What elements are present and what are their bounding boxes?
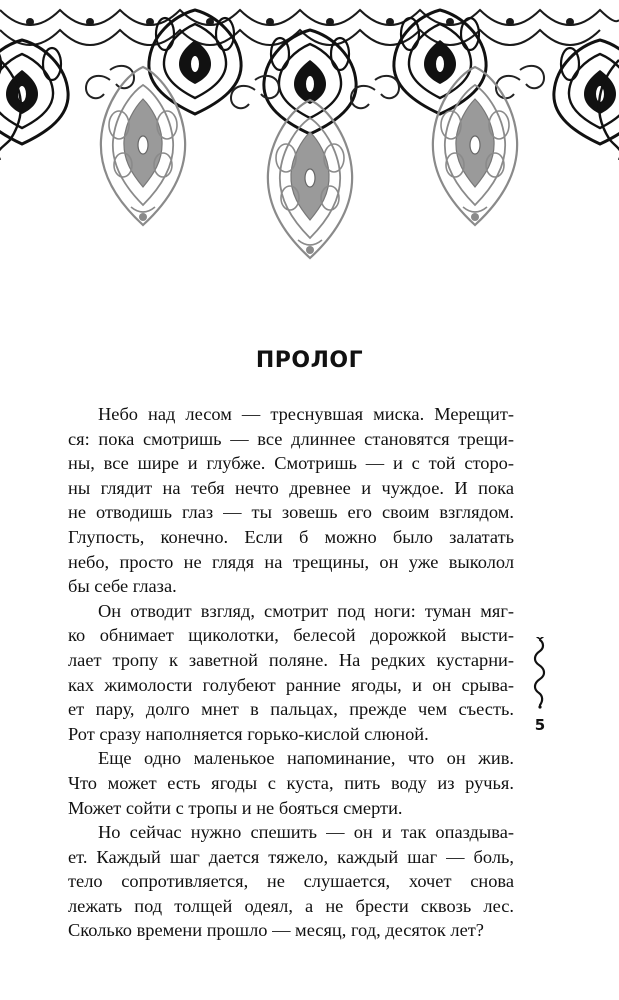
serpent-icon (528, 637, 552, 709)
paragraph (68, 746, 514, 820)
text-line: не отводишь глаз — ты зовешь его своим взглядом. (68, 502, 514, 523)
text-line: Он отводит взгляд, смотрит под ноги: туман мяг- (98, 600, 514, 621)
text-line: ны, все шире и глубже. Смотришь — и с той сторо- (68, 453, 514, 474)
text-line: Еще одно маленькое напоминание, что он жив. (98, 748, 514, 769)
text-line: лежать под толщей одеял, а не брести сквозь лес. (68, 895, 514, 916)
text-line: тело сопротивляется, не слушается, хочет снова (68, 871, 514, 892)
page-number: 5 (534, 716, 546, 734)
body-text (68, 402, 514, 943)
text-line: Что может есть ягоды с куста, пить воду из ручья. (68, 772, 514, 793)
text-line: Но сейчас нужно спешить — он и так опаздыва- (98, 822, 514, 843)
text-line: Глупость, конечно. Если б можно было залатать (68, 526, 514, 547)
text-line: Рот сразу наполняется горько-кислой слюной. (68, 723, 429, 744)
text-line: бы себе глаза. (68, 576, 177, 597)
text-line: ко обнимает щиколотки, белесой дорожкой высти- (68, 625, 514, 646)
text-line: ны глядит на тебя нечто древнее и чуждое. И пока (68, 477, 514, 498)
text-line: лает тропу к заветной поляне. На редких кустарни- (68, 649, 514, 670)
paragraph (68, 820, 514, 943)
text-line: ет. Каждый шаг дается тяжело, каждый шаг — боль, (68, 846, 514, 867)
text-line: Небо над лесом — треснувшая миска. Мерещит- (98, 404, 514, 424)
text-line: небо, просто не глядя на трещины, он уже выколол (68, 551, 514, 572)
paragraph (68, 599, 514, 747)
text-line: ках жимолости голубеют ранние ягоды, и он срыва- (68, 674, 514, 695)
text-line: ет пару, долго мнет в пальцах, прежде чем съесть. (68, 699, 514, 720)
text-line: Может сойти с тропы и не бояться смерти. (68, 797, 403, 818)
lace-ornament-header (0, 0, 619, 270)
paragraph (68, 402, 514, 599)
text-line: Сколько времени прошло — месяц, год, десяток лет? (68, 920, 484, 941)
text-line: ся: пока смотришь — все длиннее становятся трещи- (68, 428, 514, 449)
chapter-title: ПРОЛОГ (255, 347, 364, 373)
